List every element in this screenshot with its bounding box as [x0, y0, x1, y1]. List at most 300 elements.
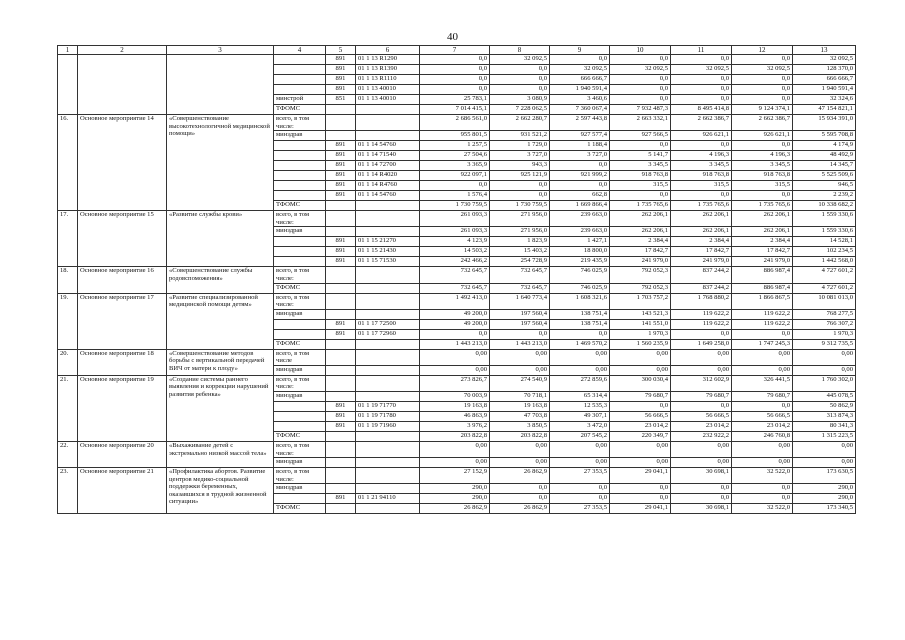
program-name: «Создание системы раннего выявления и коррекции нарушений развития ребенка» [167, 375, 274, 441]
amount-cell-10: 17 842,7 [610, 247, 671, 257]
amount-cell-9: 49 307,1 [550, 411, 610, 421]
amount-cell-10: 0,0 [610, 484, 671, 494]
amount-cell-13: 50 862,9 [793, 401, 856, 411]
amount-cell-12: 0,0 [732, 55, 793, 65]
amount-cell-9: 65 314,4 [550, 391, 610, 401]
amount-cell-11: 3 345,5 [671, 161, 732, 171]
budget-code [356, 105, 420, 115]
amount-cell-7: 0,0 [420, 65, 490, 75]
amount-cell-12: 0,00 [732, 458, 793, 468]
amount-cell-9: 3 460,6 [550, 95, 610, 105]
table-row [58, 349, 856, 365]
amount-cell-12: 0,00 [732, 365, 793, 375]
amount-cell-8: 943,3 [490, 161, 550, 171]
amount-cell-13: 946,5 [793, 181, 856, 191]
funding-source [274, 494, 326, 504]
amount-cell-12: 0,0 [732, 95, 793, 105]
amount-cell-8: 47 703,8 [490, 411, 550, 421]
amount-cell-9: 921 999,2 [550, 171, 610, 181]
amount-cell-7: 0,0 [420, 181, 490, 191]
funding-source [274, 85, 326, 95]
amount-cell-7: 2 686 561,0 [420, 115, 490, 131]
event-name [78, 55, 167, 115]
department-code: 891 [326, 401, 356, 411]
amount-cell-7: 0,00 [420, 458, 490, 468]
budget-code [356, 484, 420, 494]
amount-cell-11: 30 698,1 [671, 504, 732, 514]
amount-cell-9: 1 427,1 [550, 237, 610, 247]
amount-cell-8: 19 163,8 [490, 401, 550, 411]
budget-code: 01 1 17 72960 [356, 329, 420, 339]
amount-cell-10: 79 680,7 [610, 391, 671, 401]
amount-cell-11: 0,0 [671, 141, 732, 151]
amount-cell-12: 926 621,1 [732, 131, 793, 141]
header-cell-1: 1 [58, 46, 78, 55]
amount-cell-11: 8 495 414,8 [671, 105, 732, 115]
amount-cell-7: 0,00 [420, 441, 490, 457]
amount-cell-11: 119 622,2 [671, 309, 732, 319]
department-code: 891 [326, 85, 356, 95]
amount-cell-8: 271 956,0 [490, 211, 550, 227]
amount-cell-8: 197 560,4 [490, 319, 550, 329]
funding-source: минздрав [274, 391, 326, 401]
header-cell-7: 7 [420, 46, 490, 55]
budget-code: 01 1 14 72700 [356, 161, 420, 171]
department-code: 891 [326, 171, 356, 181]
funding-source [274, 237, 326, 247]
budget-code [356, 201, 420, 211]
amount-cell-8: 1 823,9 [490, 237, 550, 247]
amount-cell-8: 0,00 [490, 349, 550, 365]
budget-code: 01 1 13 40010 [356, 85, 420, 95]
amount-cell-10: 0,0 [610, 401, 671, 411]
amount-cell-11: 0,0 [671, 95, 732, 105]
amount-cell-7: 3 365,9 [420, 161, 490, 171]
amount-cell-9: 7 360 067,4 [550, 105, 610, 115]
amount-cell-12: 0,00 [732, 349, 793, 365]
header-cell-11: 11 [671, 46, 732, 55]
amount-cell-9: 0,00 [550, 441, 610, 457]
department-code [326, 131, 356, 141]
amount-cell-10: 0,0 [610, 75, 671, 85]
amount-cell-10: 0,00 [610, 349, 671, 365]
table-row [58, 375, 856, 391]
amount-cell-7: 49 200,0 [420, 319, 490, 329]
funding-source: ТФОМС [274, 431, 326, 441]
department-code [326, 211, 356, 227]
department-code: 891 [326, 494, 356, 504]
amount-cell-9: 239 663,0 [550, 211, 610, 227]
budget-code: 01 1 21 94110 [356, 494, 420, 504]
amount-cell-13: 290,0 [793, 484, 856, 494]
amount-cell-11: 262 206,1 [671, 211, 732, 227]
amount-cell-7: 14 503,2 [420, 247, 490, 257]
program-name: «Профилактика абортов. Развитие центров медико-социальной поддержки беременных, оказавшихся в трудной жизненной ситуации» [167, 468, 274, 514]
budget-code [356, 309, 420, 319]
amount-cell-13: 2 239,2 [793, 191, 856, 201]
funding-source [274, 247, 326, 257]
amount-cell-9: 0,0 [550, 55, 610, 65]
amount-cell-13: 1 970,3 [793, 329, 856, 339]
amount-cell-7: 290,0 [420, 494, 490, 504]
amount-cell-8: 271 956,0 [490, 227, 550, 237]
department-code [326, 105, 356, 115]
budget-code [356, 458, 420, 468]
amount-cell-10: 2 384,4 [610, 237, 671, 247]
amount-cell-13: 47 154 821,1 [793, 105, 856, 115]
amount-cell-7: 290,0 [420, 484, 490, 494]
amount-cell-9: 219 435,9 [550, 257, 610, 267]
amount-cell-13: 14 528,1 [793, 237, 856, 247]
amount-cell-9: 0,00 [550, 458, 610, 468]
budget-code: 01 1 14 54760 [356, 141, 420, 151]
funding-source [274, 65, 326, 75]
funding-source: минздрав [274, 309, 326, 319]
amount-cell-13: 4 727 601,2 [793, 267, 856, 283]
amount-cell-9: 18 800,0 [550, 247, 610, 257]
amount-cell-8: 0,0 [490, 329, 550, 339]
amount-cell-10: 143 521,3 [610, 309, 671, 319]
amount-cell-12: 3 345,5 [732, 161, 793, 171]
amount-cell-9: 0,0 [550, 329, 610, 339]
amount-cell-9: 2 597 443,8 [550, 115, 610, 131]
amount-cell-9: 0,0 [550, 484, 610, 494]
amount-cell-12: 4 196,3 [732, 151, 793, 161]
department-code [326, 468, 356, 484]
funding-source [274, 319, 326, 329]
department-code [326, 458, 356, 468]
funding-source: ТФОМС [274, 105, 326, 115]
amount-cell-7: 1 443 213,0 [420, 339, 490, 349]
amount-cell-7: 0,0 [420, 75, 490, 85]
amount-cell-7: 1 257,5 [420, 141, 490, 151]
amount-cell-12: 1 747 245,3 [732, 339, 793, 349]
funding-source: минздрав [274, 365, 326, 375]
amount-cell-13: 0,00 [793, 441, 856, 457]
funding-source: минздрав [274, 484, 326, 494]
event-name: Основное мероприятие 17 [78, 293, 167, 349]
amount-cell-13: 32 092,5 [793, 55, 856, 65]
amount-cell-8: 925 121,9 [490, 171, 550, 181]
amount-cell-10: 792 052,3 [610, 267, 671, 283]
row-number: 19. [58, 293, 78, 349]
amount-cell-8: 931 521,2 [490, 131, 550, 141]
amount-cell-7: 203 822,8 [420, 431, 490, 441]
department-code [326, 349, 356, 365]
amount-cell-10: 0,00 [610, 458, 671, 468]
amount-cell-11: 837 244,2 [671, 283, 732, 293]
event-name: Основное мероприятие 14 [78, 115, 167, 211]
header-cell-13: 13 [793, 46, 856, 55]
header-cell-5: 5 [326, 46, 356, 55]
amount-cell-11: 1 649 258,0 [671, 339, 732, 349]
amount-cell-13: 80 341,3 [793, 421, 856, 431]
department-code: 891 [326, 247, 356, 257]
amount-cell-13: 10 081 013,0 [793, 293, 856, 309]
amount-cell-11: 1 735 765,6 [671, 201, 732, 211]
budget-table [57, 45, 856, 514]
amount-cell-9: 0,0 [550, 161, 610, 171]
header-cell-8: 8 [490, 46, 550, 55]
amount-cell-10: 1 703 757,2 [610, 293, 671, 309]
amount-cell-8: 26 862,9 [490, 468, 550, 484]
budget-code: 01 1 13 R1290 [356, 55, 420, 65]
amount-cell-10: 1 735 765,6 [610, 201, 671, 211]
amount-cell-7: 27 152,9 [420, 468, 490, 484]
amount-cell-10: 2 663 332,1 [610, 115, 671, 131]
budget-code: 01 1 15 21430 [356, 247, 420, 257]
amount-cell-8: 732 645,7 [490, 283, 550, 293]
amount-cell-8: 1 443 213,0 [490, 339, 550, 349]
amount-cell-12: 0,0 [732, 494, 793, 504]
amount-cell-13: 766 307,2 [793, 319, 856, 329]
funding-source: всего, в том числе: [274, 267, 326, 283]
budget-code [356, 131, 420, 141]
amount-cell-11: 0,0 [671, 329, 732, 339]
budget-code [356, 504, 420, 514]
amount-cell-10: 3 345,5 [610, 161, 671, 171]
amount-cell-8: 732 645,7 [490, 267, 550, 283]
amount-cell-10: 262 206,1 [610, 211, 671, 227]
amount-cell-8: 1 640 773,4 [490, 293, 550, 309]
amount-cell-8: 3 727,0 [490, 151, 550, 161]
amount-cell-9: 3 472,0 [550, 421, 610, 431]
budget-code [356, 349, 420, 365]
department-code: 891 [326, 141, 356, 151]
amount-cell-10: 792 052,3 [610, 283, 671, 293]
amount-cell-8: 274 540,9 [490, 375, 550, 391]
department-code [326, 375, 356, 391]
amount-cell-12: 0,0 [732, 85, 793, 95]
funding-source [274, 329, 326, 339]
event-name: Основное мероприятие 16 [78, 267, 167, 293]
amount-cell-7: 0,0 [420, 85, 490, 95]
table-row [58, 211, 856, 227]
amount-cell-12: 17 842,7 [732, 247, 793, 257]
funding-source: всего, в том числе: [274, 211, 326, 227]
table-row [58, 115, 856, 131]
amount-cell-7: 26 862,9 [420, 504, 490, 514]
amount-cell-11: 0,0 [671, 85, 732, 95]
amount-cell-7: 732 645,7 [420, 267, 490, 283]
amount-cell-13: 4 174,9 [793, 141, 856, 151]
funding-source: всего, в том числе: [274, 293, 326, 309]
department-code [326, 431, 356, 441]
amount-cell-7: 0,00 [420, 365, 490, 375]
amount-cell-9: 746 025,9 [550, 283, 610, 293]
department-code: 891 [326, 237, 356, 247]
amount-cell-7: 732 645,7 [420, 283, 490, 293]
amount-cell-8: 3 080,9 [490, 95, 550, 105]
amount-cell-11: 0,0 [671, 484, 732, 494]
amount-cell-7: 0,0 [420, 329, 490, 339]
amount-cell-7: 1 730 759,5 [420, 201, 490, 211]
amount-cell-12: 0,0 [732, 75, 793, 85]
amount-cell-12: 32 522,0 [732, 504, 793, 514]
budget-code: 01 1 14 54760 [356, 191, 420, 201]
amount-cell-13: 0,00 [793, 349, 856, 365]
department-code: 891 [326, 329, 356, 339]
amount-cell-9: 1 608 321,6 [550, 293, 610, 309]
department-code: 891 [326, 411, 356, 421]
program-name: «Развитие специализированной медицинской помощи детям» [167, 293, 274, 349]
amount-cell-12: 2 662 386,7 [732, 115, 793, 131]
amount-cell-11: 17 842,7 [671, 247, 732, 257]
amount-cell-12: 79 680,7 [732, 391, 793, 401]
funding-source [274, 55, 326, 65]
amount-cell-13: 1 940 591,4 [793, 85, 856, 95]
amount-cell-13: 1 315 223,5 [793, 431, 856, 441]
amount-cell-8: 26 862,9 [490, 504, 550, 514]
amount-cell-8: 0,0 [490, 494, 550, 504]
budget-code [356, 115, 420, 131]
amount-cell-10: 1 970,3 [610, 329, 671, 339]
department-code: 891 [326, 65, 356, 75]
department-code [326, 309, 356, 319]
amount-cell-10: 29 041,1 [610, 468, 671, 484]
amount-cell-9: 272 859,6 [550, 375, 610, 391]
program-name: «Развитие службы крови» [167, 211, 274, 267]
amount-cell-12: 0,0 [732, 484, 793, 494]
budget-code [356, 267, 420, 283]
amount-cell-9: 1 669 866,4 [550, 201, 610, 211]
department-code: 891 [326, 151, 356, 161]
budget-code [356, 431, 420, 441]
budget-code: 01 1 13 40010 [356, 95, 420, 105]
table-row [58, 468, 856, 484]
amount-cell-13: 445 078,5 [793, 391, 856, 401]
budget-code: 01 1 19 71780 [356, 411, 420, 421]
amount-cell-8: 2 662 280,7 [490, 115, 550, 131]
department-code: 891 [326, 421, 356, 431]
budget-code [356, 339, 420, 349]
budget-code: 01 1 13 R1390 [356, 65, 420, 75]
amount-cell-7: 46 863,9 [420, 411, 490, 421]
department-code [326, 227, 356, 237]
program-name: «Совершенствование службы родовспоможения» [167, 267, 274, 293]
budget-code: 01 1 14 R4760 [356, 181, 420, 191]
budget-code [356, 441, 420, 457]
table-row [58, 293, 856, 309]
amount-cell-9: 666 666,7 [550, 75, 610, 85]
amount-cell-8: 254 728,9 [490, 257, 550, 267]
amount-cell-12: 1 866 867,5 [732, 293, 793, 309]
amount-cell-13: 1 760 302,0 [793, 375, 856, 391]
department-code: 891 [326, 257, 356, 267]
funding-source [274, 191, 326, 201]
amount-cell-12: 9 124 374,1 [732, 105, 793, 115]
department-code: 891 [326, 191, 356, 201]
program-name: «Совершенствование методов борьбы с вертикальной передачей ВИЧ от матери к плоду» [167, 349, 274, 375]
department-code [326, 293, 356, 309]
amount-cell-10: 0,0 [610, 85, 671, 95]
amount-cell-13: 768 277,5 [793, 309, 856, 319]
amount-cell-12: 2 384,4 [732, 237, 793, 247]
department-code [326, 441, 356, 457]
department-code: 851 [326, 95, 356, 105]
amount-cell-12: 918 763,8 [732, 171, 793, 181]
amount-cell-11: 0,00 [671, 349, 732, 365]
amount-cell-10: 56 666,5 [610, 411, 671, 421]
department-code [326, 391, 356, 401]
header-cell-12: 12 [732, 46, 793, 55]
header-cell-4: 4 [274, 46, 326, 55]
amount-cell-7: 1 492 413,0 [420, 293, 490, 309]
budget-code [356, 391, 420, 401]
amount-cell-9: 27 353,5 [550, 504, 610, 514]
amount-cell-12: 23 014,2 [732, 421, 793, 431]
row-number: 18. [58, 267, 78, 293]
event-name: Основное мероприятие 21 [78, 468, 167, 514]
amount-cell-9: 662,8 [550, 191, 610, 201]
amount-cell-8: 7 228 062,5 [490, 105, 550, 115]
amount-cell-12: 262 206,1 [732, 211, 793, 227]
amount-cell-8: 0,00 [490, 458, 550, 468]
amount-cell-10: 0,00 [610, 365, 671, 375]
amount-cell-8: 0,0 [490, 181, 550, 191]
amount-cell-13: 313 874,3 [793, 411, 856, 421]
amount-cell-13: 1 442 568,0 [793, 257, 856, 267]
funding-source [274, 181, 326, 191]
amount-cell-13: 4 727 601,2 [793, 283, 856, 293]
department-code [326, 201, 356, 211]
amount-cell-9: 1 940 591,4 [550, 85, 610, 95]
amount-cell-9: 0,0 [550, 181, 610, 191]
department-code [326, 484, 356, 494]
amount-cell-8: 3 850,5 [490, 421, 550, 431]
amount-cell-13: 290,0 [793, 494, 856, 504]
amount-cell-12: 0,00 [732, 441, 793, 457]
page-number: 40 [447, 31, 458, 43]
department-code [326, 339, 356, 349]
amount-cell-12: 0,0 [732, 141, 793, 151]
amount-cell-7: 49 200,0 [420, 309, 490, 319]
amount-cell-11: 56 666,5 [671, 411, 732, 421]
amount-cell-8: 0,0 [490, 191, 550, 201]
amount-cell-9: 1 188,4 [550, 141, 610, 151]
amount-cell-11: 0,00 [671, 441, 732, 457]
amount-cell-13: 1 559 330,6 [793, 227, 856, 237]
amount-cell-12: 0,0 [732, 401, 793, 411]
event-name: Основное мероприятие 20 [78, 441, 167, 467]
department-code [326, 504, 356, 514]
amount-cell-12: 241 979,0 [732, 257, 793, 267]
amount-cell-8: 0,00 [490, 441, 550, 457]
amount-cell-11: 262 206,1 [671, 227, 732, 237]
amount-cell-10: 300 030,4 [610, 375, 671, 391]
funding-source: минздрав [274, 131, 326, 141]
amount-cell-10: 0,0 [610, 494, 671, 504]
amount-cell-9: 207 545,2 [550, 431, 610, 441]
funding-source: минздрав [274, 458, 326, 468]
amount-cell-11: 4 196,3 [671, 151, 732, 161]
funding-source: ТФОМС [274, 504, 326, 514]
funding-source [274, 401, 326, 411]
amount-cell-8: 0,0 [490, 484, 550, 494]
amount-cell-10: 262 206,1 [610, 227, 671, 237]
budget-code [356, 375, 420, 391]
funding-source [274, 141, 326, 151]
row-number: 23. [58, 468, 78, 514]
amount-cell-13: 173 630,5 [793, 468, 856, 484]
amount-cell-11: 79 680,7 [671, 391, 732, 401]
funding-source: всего, в том числе [274, 349, 326, 365]
header-cell-3: 3 [167, 46, 274, 55]
amount-cell-12: 32 092,5 [732, 65, 793, 75]
amount-cell-13: 14 345,7 [793, 161, 856, 171]
amount-cell-12: 886 987,4 [732, 267, 793, 283]
row-number: 21. [58, 375, 78, 441]
